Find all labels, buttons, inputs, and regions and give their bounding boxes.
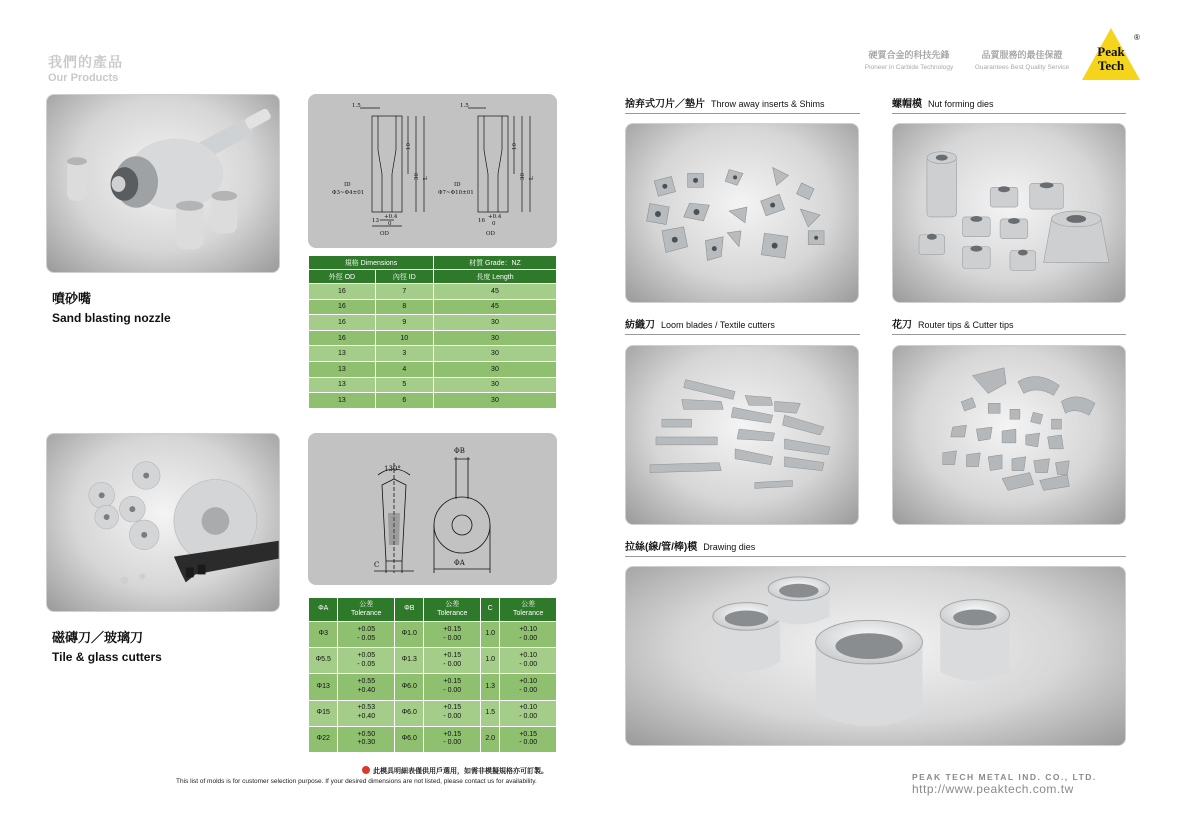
table-cell: +0.10 - 0.00 [500,648,557,674]
svg-text:Φ3~Φ4±01: Φ3~Φ4±01 [332,190,365,196]
throw-away-inserts-photo [625,123,859,303]
table-cell: Φ22 [309,726,338,752]
table-header-cell: ΦB [395,598,424,622]
svg-text:10: 10 [512,143,518,150]
table-header-cell: 公差 Tolerance [424,598,481,622]
table-cell: 16 [309,299,376,315]
table-cell: Φ1.3 [395,648,424,674]
table-row [309,622,557,648]
table-cell: 30 [433,377,556,393]
svg-text:L: L [423,176,429,180]
svg-text:+0.4: +0.4 [384,214,398,220]
company-name: PEAK TECH METAL IND. CO., LTD. [912,772,1097,782]
table-header-cell: C [481,598,500,622]
table-cell: 7 [375,284,433,300]
table-header-cell: 公差 Tolerance [500,598,557,622]
table-cell: Φ13 [309,674,338,700]
table-cell: 16 [309,284,376,300]
table-header-cell: 內徑 ID [375,270,433,284]
svg-text:Tech: Tech [1097,58,1125,73]
table-cell: +0.10 - 0.00 [500,674,557,700]
table-cell: 1.3 [481,674,500,700]
nozzle-photo [46,94,280,273]
note-badge-icon [362,766,370,774]
svg-text:0: 0 [388,221,392,227]
table-cell: 30 [433,330,556,346]
section-loom: 紡織刀 Loom blades / Textile cutters [625,316,860,335]
table-cell: 30 [433,393,556,409]
svg-text:ΦB: ΦB [454,447,465,455]
table-row [309,700,557,726]
nozzle-caption: 噴砂嘴 Sand blasting nozzle [52,291,171,325]
table-row [309,299,557,315]
svg-text:10: 10 [406,143,412,150]
svg-text:OD: OD [380,231,389,237]
table-cell: +0.05 - 0.05 [338,622,395,648]
table-row [309,393,557,409]
table-cell: 30 [433,315,556,331]
loom-blades-photo [625,345,859,525]
table-cell: 6 [375,393,433,409]
table-cell: +0.15 - 0.00 [424,648,481,674]
table-cell: 13 [309,346,376,362]
svg-text:ΦA: ΦA [454,559,465,567]
svg-text:+0.4: +0.4 [488,214,502,220]
router-tips-photo [892,345,1126,525]
table-row [309,284,557,300]
table-cell: +0.15 - 0.00 [500,726,557,752]
table-cell: 4 [375,361,433,377]
table-cell: 13 [309,361,376,377]
table-cell: Φ15 [309,700,338,726]
table-cell: 16 [309,330,376,346]
page-title-en: Our Products [48,72,119,84]
table-cell: +0.05 - 0.05 [338,648,395,674]
svg-text:30: 30 [414,173,420,180]
table-cell: 1.0 [481,648,500,674]
svg-text:Peak: Peak [1097,44,1125,59]
section-nut-forming: 螺帽模 Nut forming dies [892,95,1126,114]
table-cell: Φ3 [309,622,338,648]
table-row [309,674,557,700]
table-cell: Φ1.0 [395,622,424,648]
svg-text:130°: 130° [384,465,401,473]
table-cell: 45 [433,299,556,315]
svg-text:OD: OD [486,231,495,237]
svg-text:®: ® [1134,33,1140,42]
table-cell: 8 [375,299,433,315]
drawing-dies-photo [625,566,1126,746]
svg-text:ID: ID [344,182,351,188]
table-cell: 45 [433,284,556,300]
spec-header: 規格 Dimensions [309,256,434,270]
table-cell: +0.53 +0.40 [338,700,395,726]
tile-caption: 磁磚刀／玻璃刀 Tile & glass cutters [52,630,162,664]
slogan-quality: 品質服務的最佳保證 Guarantees Best Quality Service [974,50,1070,71]
table-cell: Φ6.0 [395,726,424,752]
section-drawing-dies: 拉絲(線/管/棒)模 Drawing dies [625,538,1126,557]
table-row [309,330,557,346]
table-cell: +0.10 - 0.00 [500,622,557,648]
page-title-cn: 我們的產品 [48,54,123,70]
svg-text:1.5: 1.5 [352,103,361,109]
table-header-cell: 公差 Tolerance [338,598,395,622]
table-cell: +0.15 - 0.00 [424,726,481,752]
table-row [309,346,557,362]
svg-text:13: 13 [372,218,379,224]
footer-note-cn: 此模具明細表僅供用戶選用，如需非模擬規格亦可訂製。 [362,766,562,776]
table-cell: Φ6.0 [395,674,424,700]
table-cell: 1.0 [481,622,500,648]
table-row [309,315,557,331]
section-router: 花刀 Router tips & Cutter tips [892,316,1126,335]
table-header-cell: 長度 Length [433,270,556,284]
table-cell: 16 [309,315,376,331]
table-cell: +0.50 +0.30 [338,726,395,752]
svg-text:ID: ID [454,182,461,188]
table-cell: Φ6.0 [395,700,424,726]
table-row [309,726,557,752]
company-url[interactable]: http://www.peaktech.com.tw [912,782,1074,796]
svg-text:16: 16 [478,218,485,224]
table-row [309,648,557,674]
table-cell: 5 [375,377,433,393]
peak-tech-logo [1080,26,1142,82]
svg-text:30: 30 [520,173,526,180]
table-cell: 10 [375,330,433,346]
table-cell: 13 [309,393,376,409]
cutter-technical-drawing [308,433,557,585]
table-cell: 30 [433,361,556,377]
table-cell: +0.55 +0.40 [338,674,395,700]
nozzle-dimension-table [308,255,557,409]
table-cell: +0.15 - 0.00 [424,674,481,700]
slogan-technology: 硬質合金的科技先鋒 Pioneer in Carbide Technology [864,50,954,71]
table-cell: 9 [375,315,433,331]
table-cell: 13 [309,377,376,393]
grade-header: 材質 Grade：NZ [433,256,556,270]
footer-note-en: This list of molds is for customer selection purpose. If your desired dimensions are not listed, please contact us for availability. [176,778,537,785]
table-cell: 1.5 [481,700,500,726]
table-row [309,377,557,393]
svg-text:Φ7~Φ10±01: Φ7~Φ10±01 [438,190,474,196]
tile-cutter-photo [46,433,280,612]
cutter-tolerance-table [308,597,557,753]
table-cell: Φ5.5 [309,648,338,674]
svg-text:C: C [374,561,380,569]
table-cell: 30 [433,346,556,362]
table-cell: 2.0 [481,726,500,752]
svg-text:1.5: 1.5 [460,103,469,109]
section-throw-away: 捨弃式刀片／墊片 Throw away inserts & Shims [625,95,860,114]
table-cell: +0.10 - 0.00 [500,700,557,726]
table-cell: 3 [375,346,433,362]
nozzle-technical-drawing [308,94,557,248]
table-header-cell: ΦA [309,598,338,622]
svg-text:L: L [529,176,535,180]
table-row [309,361,557,377]
table-cell: +0.15 - 0.00 [424,700,481,726]
svg-text:0: 0 [492,221,496,227]
table-header-cell: 外徑 OD [309,270,376,284]
table-cell: +0.15 - 0.00 [424,622,481,648]
nut-forming-dies-photo [892,123,1126,303]
